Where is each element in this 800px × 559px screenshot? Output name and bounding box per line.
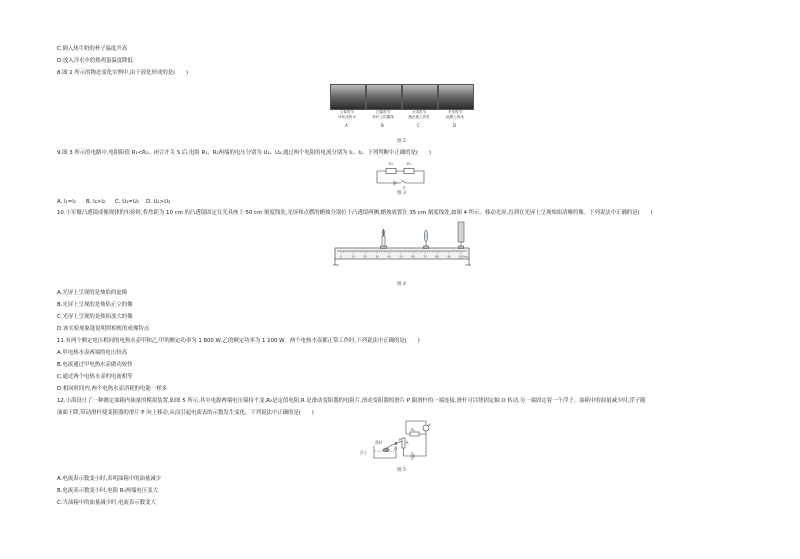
ruler-tick-label: 100 xyxy=(458,255,464,259)
ruler-tick-label: 10 xyxy=(351,255,355,259)
resistor-r1 xyxy=(386,169,396,174)
q9-option-b: B. I₁>I₂ xyxy=(86,199,106,205)
q10-option-a: A.光屏上呈现的是烛焰的虚像 xyxy=(57,290,127,296)
q10-option-c: C.光屏上呈现的是烛焰放大的像 xyxy=(57,314,133,320)
q8-photo-a-caption-line2: 冰化成的水 xyxy=(338,114,356,119)
q8-letter-a: A xyxy=(345,123,348,128)
q8-photo-d-caption-line2: 池塘上的冰 xyxy=(446,114,464,119)
ruler-tick-label: 0 xyxy=(340,255,342,259)
resistor-r0 xyxy=(410,432,419,436)
figure-5-caption: 图 5 xyxy=(397,468,406,473)
light-screen xyxy=(458,222,464,249)
q8-photo-c xyxy=(402,84,438,110)
q11-option-a: A.甲电热水壶两端的电压较高 xyxy=(57,350,127,356)
q8-photo-d-caption-line1: 冬至时节 xyxy=(447,110,463,114)
q11-option-c: C.通过两个电热水壶的电流相等 xyxy=(57,374,133,380)
label-r1: R₁ xyxy=(389,161,394,166)
q8-photo-b-caption-line2: 草叶上的露珠 xyxy=(372,114,394,119)
rheostat-r xyxy=(402,438,405,448)
label-p: P xyxy=(399,437,402,442)
label-ammeter: A xyxy=(428,422,431,427)
q8-letter-c: C xyxy=(417,123,420,128)
q9-stem: 9.图 3 所示的电路中,电阻阻值 R₁<R₂。闭合开关 S 后,电阻 R₁、R₂两端的电压分别为 U₁、U₂,通过两个电阻的电流分别为 I₁、I₂。下列判断中正确的是( ) xyxy=(57,150,432,156)
label-slider-rod: 滑杆 xyxy=(375,440,383,445)
q8-photo-b xyxy=(366,84,402,110)
q9-option-c: C. U₁=U₂ xyxy=(115,199,139,205)
ruler-tick-label: 50 xyxy=(399,255,403,259)
label-o: O xyxy=(394,446,397,451)
figure-4-optical-bench xyxy=(333,220,473,268)
q12-stem-line2: 油面下降,带动滑杆使变阻器的滑片 P 向上移动,从而引起电流表的示数发生变化。下列说法中正确的是( ) xyxy=(57,410,314,416)
oil-tank xyxy=(374,446,396,458)
ruler-unit-label: cm xyxy=(464,255,468,259)
figure-2-caption: 图 2 xyxy=(397,139,406,144)
q8-photo-b-caption-line1: 白露时节 xyxy=(375,110,391,114)
ruler-tick-label: 60 xyxy=(411,255,415,259)
label-float: 浮子 xyxy=(360,450,368,455)
label-s: S xyxy=(403,185,406,190)
q11-stem: 11.有两个额定电压相同的电热水壶甲和乙,甲的额定功率为 1 800 W,乙的额定功率为 1 200 W。两个电热水壶都正常工作时,下列说法中正确的是( ) xyxy=(57,338,420,344)
q8-photo-c-caption-line2: 落在地上的雪 xyxy=(408,114,430,119)
q8-photo-d xyxy=(438,84,474,110)
ruler-tick-label: 40 xyxy=(387,255,391,259)
ruler-tick-label: 20 xyxy=(363,255,367,259)
label-r2: R₂ xyxy=(407,161,412,166)
label-r0: R₀ xyxy=(411,427,416,432)
q8-photo-c-caption-line1: 大雪时节 xyxy=(411,110,427,114)
q9-option-a: A. I₁=I₂ xyxy=(57,199,77,205)
ruler-tick-label: 90 xyxy=(447,255,451,259)
q8-photo-a xyxy=(330,84,366,110)
ruler-tick-label: 70 xyxy=(423,255,427,259)
float xyxy=(383,448,389,451)
q12-stem-line1: 12.小海设计了一种测定油箱内油量的模拟装置,如图 5 所示,其中电源两端电压保持不变,R₀是定值电阻,R 是滑动变阻器的电阻片,滑动变阻器的滑片 P 跟滑杆的一端连接,滑杆可以绕固定轴 O 转动,另一端固定着一个浮子。油箱中的油量减少时,浮子随 xyxy=(57,398,646,404)
q7-option-c: C.倒入热牛奶的杯子温度升高 xyxy=(57,46,128,52)
convex-lens xyxy=(424,230,429,249)
q10-stem: 10.小军做凸透镜成像规律的实验时,将焦距为 10 cm 的凸透镜固定在光具座上 50 cm 刻度线处,光屏和点燃的蜡烛分别位于凸透镜两侧,蜡烛放置在 35 cm 刻度线处,如图 4 所示。移动光屏,直到在光屏上呈现烛焰清晰的像。下列说法中正确的是( ) xyxy=(57,210,653,216)
switch-s xyxy=(401,181,406,184)
q8-photo-d-caption xyxy=(435,110,475,119)
q8-letter-d: D xyxy=(453,123,457,128)
figure-4-caption: 图 4 xyxy=(397,282,406,287)
q8-stem: 8.图 2 所示的物态变化实例中,由于液化形成的是( ) xyxy=(57,70,189,76)
label-r: R xyxy=(406,440,409,445)
q10-option-b: B.光屏上呈现的是烛焰正立的像 xyxy=(57,302,133,308)
q12-option-c: C.当油箱中的油量减少时,电流表示数变大 xyxy=(57,500,156,506)
q11-option-b: B.电流通过甲电热水壶做功较快 xyxy=(57,362,133,368)
q8-photo-c-caption xyxy=(399,110,439,119)
figure-3-circuit xyxy=(374,159,428,189)
q8-photo-b-caption xyxy=(363,110,403,119)
q8-photo-a-caption-line1: 立春时节 xyxy=(339,110,355,114)
figure-3-caption: 图 3 xyxy=(397,191,406,196)
q7-option-d: D.放入冷水中的热鸡蛋温度降低 xyxy=(57,58,133,64)
q11-option-d: D.相同时间内,两个电热水壶消耗的电能一样多 xyxy=(57,386,168,392)
resistor-r2 xyxy=(404,169,414,174)
q12-option-b: B.电流表示数变小时,电阻 R₀两端电压变大 xyxy=(57,488,158,494)
ruler-tick-label: 80 xyxy=(435,255,439,259)
q10-option-d: D.该实验现象能说明照相机的成像特点 xyxy=(57,326,150,332)
figure-5-fuel-gauge-circuit xyxy=(370,416,434,462)
candle xyxy=(381,229,387,249)
q9-option-d: D. U₁>U₂ xyxy=(146,199,171,205)
q8-photo-a-caption xyxy=(327,110,367,119)
ruler-tick-label: 30 xyxy=(375,255,379,259)
q8-letter-b: B xyxy=(381,123,384,128)
pivot-o xyxy=(395,443,397,445)
q12-option-a: A.电流表示数变小时,表明油箱中的油量减少 xyxy=(57,476,162,482)
